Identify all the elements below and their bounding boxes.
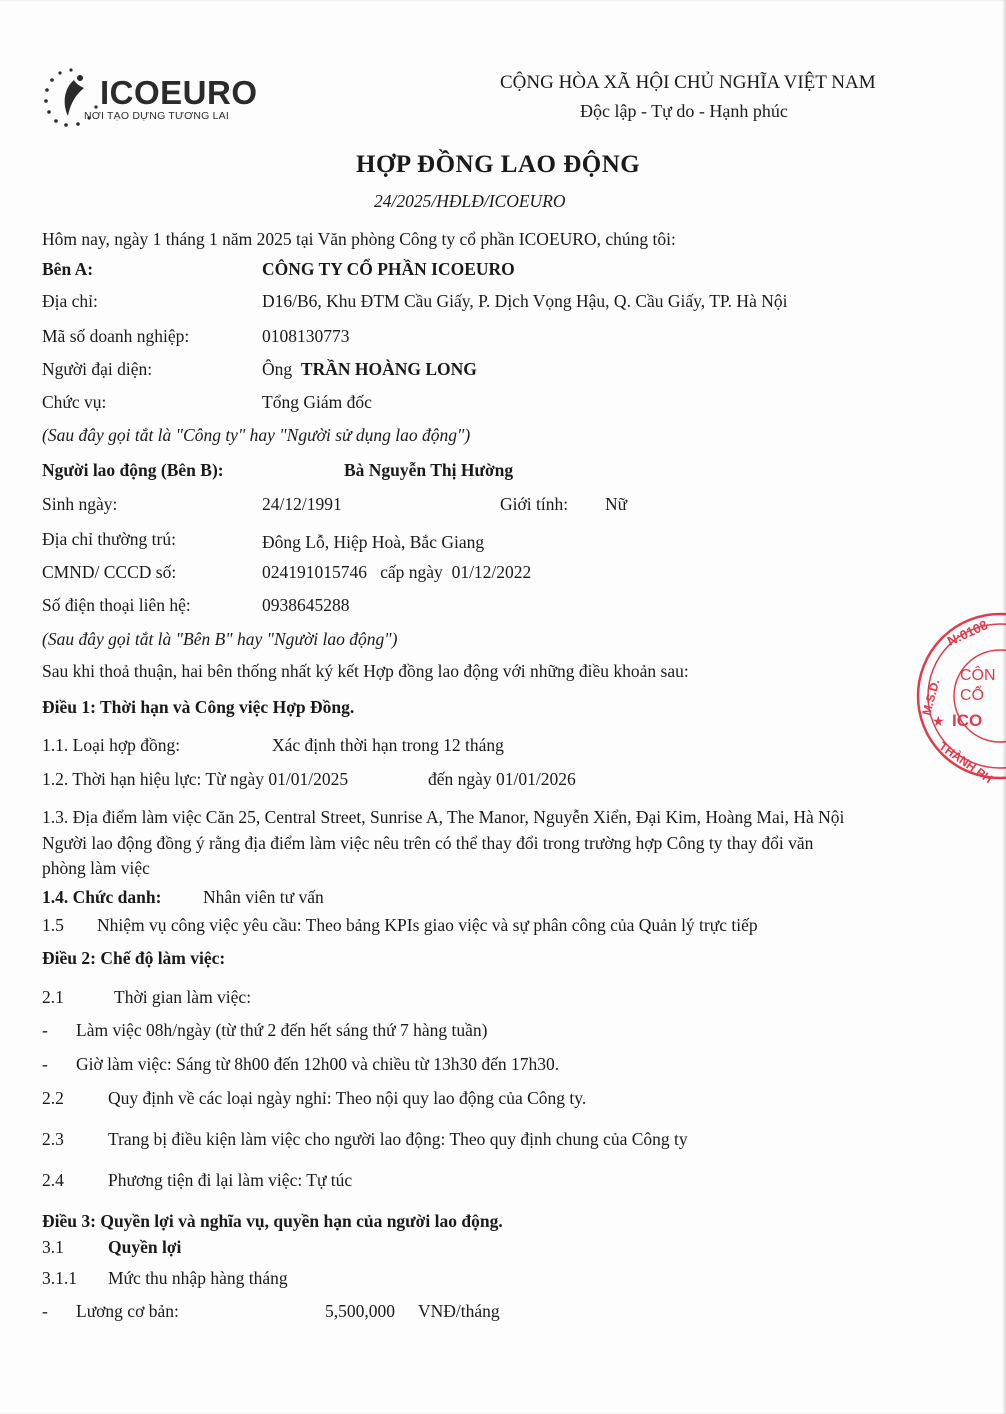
id-issued-label: cấp ngày xyxy=(380,562,443,582)
party-b-phone: 0938645288 xyxy=(262,595,350,615)
hours-1-dash: - xyxy=(42,1020,48,1040)
hours-number: 2.1 xyxy=(42,987,64,1007)
stamp-city-text: THÀNH PH xyxy=(936,738,996,787)
hours-1: Làm việc 08h/ngày (từ thứ 2 đến hết sáng thứ 7 hàng tuần) xyxy=(76,1020,488,1040)
id-number: 024191015746 xyxy=(262,562,367,582)
party-b-id-label: CMND/ CCCD số: xyxy=(42,562,177,582)
party-b-dob: 24/12/1991 xyxy=(262,494,342,514)
party-a-position: Tổng Giám đốc xyxy=(262,392,372,412)
party-b-name: Bà Nguyễn Thị Hường xyxy=(344,460,514,480)
hours-2: Giờ làm việc: Sáng từ 8h00 đến 12h00 và chiều từ 13h30 đến 17h30. xyxy=(76,1054,560,1074)
work-location: 1.3. Địa điểm làm việc Căn 25, Central Street, Sunrise A, The Manor, Nguyễn Xiển, Đại Kim, Hoàng Mai, Hà Nội xyxy=(42,807,845,827)
duty-text: Nhiệm vụ công việc yêu cầu: Theo bảng KPIs giao việc và sự phân công của Quản lý trực tiếp xyxy=(97,915,758,935)
article-3-heading: Điều 3: Quyền lợi và nghĩa vụ, quyền hạn của người lao động. xyxy=(42,1211,503,1231)
party-b-gender: Nữ xyxy=(605,494,628,514)
stamp-star-icon: ★ xyxy=(932,713,945,729)
article-1-heading: Điều 1: Thời hạn và Công việc Hợp Đồng. xyxy=(42,697,355,717)
stamp-line-1: CÔN xyxy=(960,667,996,684)
party-b-phone-label: Số điện thoại liên hệ: xyxy=(42,595,191,615)
party-a-rep-label: Người đại diện: xyxy=(42,359,153,379)
logo-tagline: NƠI TẠO DỰNG TƯƠNG LAI xyxy=(84,110,229,122)
rep-prefix: Ông xyxy=(262,359,293,379)
party-a-tax: 0108130773 xyxy=(262,326,350,346)
nation-motto: Độc lập - Tự do - Hạnh phúc xyxy=(580,101,788,121)
company-stamp xyxy=(908,608,1006,788)
article-2-heading: Điều 2: Chế độ làm việc: xyxy=(42,948,226,968)
work-location-note-2: phòng làm việc xyxy=(42,858,150,878)
equip-number: 2.3 xyxy=(42,1129,64,1149)
stamp-line-3: ICO xyxy=(952,711,983,730)
party-b-id xyxy=(262,561,531,583)
hours-2-dash: - xyxy=(42,1054,48,1074)
logo-wordmark: ICOEURO xyxy=(100,74,258,111)
transport-text: Phương tiện đi lại làm việc: Tự túc xyxy=(108,1170,353,1190)
income-number: 3.1.1 xyxy=(42,1268,77,1288)
equip-text: Trang bị điều kiện làm việc cho người lao động: Theo quy định chung của Công ty xyxy=(108,1129,688,1149)
party-a-note: (Sau đây gọi tắt là "Công ty" hay "Người sử dụng lao động") xyxy=(42,425,471,445)
contract-number: 24/2025/HĐLĐ/ICOEURO xyxy=(374,191,566,211)
contract-type: Xác định thời hạn trong 12 tháng xyxy=(272,735,504,755)
company-logo xyxy=(40,66,280,136)
job-title-label: 1.4. Chức danh: xyxy=(42,887,162,907)
nation-title: CỘNG HÒA XÃ HỘI CHỦ NGHĨA VIỆT NAM xyxy=(500,72,876,93)
party-a-tax-label: Mã số doanh nghiệp: xyxy=(42,326,190,346)
salary-label: Lương cơ bản: xyxy=(76,1301,179,1321)
stamp-line-2: CỔ xyxy=(960,687,984,704)
duty-number: 1.5 xyxy=(42,915,64,935)
transport-number: 2.4 xyxy=(42,1170,64,1190)
contract-term-end: đến ngày 01/01/2026 xyxy=(428,769,576,789)
hours-label: Thời gian làm việc: xyxy=(114,987,252,1007)
party-b-address: Đông Lỗ, Hiệp Hoà, Bắc Giang xyxy=(262,532,485,552)
intro-text: Hôm nay, ngày 1 tháng 1 năm 2025 tại Văn phòng Công ty cổ phần ICOEURO, chúng tôi: xyxy=(42,229,676,249)
job-title: Nhân viên tư vấn xyxy=(203,887,324,907)
party-b-note: (Sau đây gọi tắt là "Bên B" hay "Người lao động") xyxy=(42,629,398,649)
rights-number: 3.1 xyxy=(42,1237,64,1257)
party-b-address-label: Địa chỉ thường trú: xyxy=(42,529,176,549)
party-b-dob-label: Sinh ngày: xyxy=(42,494,118,514)
leave-number: 2.2 xyxy=(42,1088,64,1108)
contract-term-start: 1.2. Thời hạn hiệu lực: Từ ngày 01/01/2025 xyxy=(42,769,349,789)
leave-text: Quy định về các loại ngày nghỉ: Theo nội quy lao động của Công ty. xyxy=(108,1088,587,1108)
party-a-name: CÔNG TY CỔ PHẦN ICOEURO xyxy=(262,259,515,279)
party-a-address: D16/B6, Khu ĐTM Cầu Giấy, P. Dịch Vọng Hậu, Q. Cầu Giấy, TP. Hà Nội xyxy=(262,291,788,311)
party-b-gender-label: Giới tính: xyxy=(500,494,569,514)
id-issued-date: 01/12/2022 xyxy=(451,562,532,582)
agreement-text: Sau khi thoả thuận, hai bên thống nhất ký kết Hợp đồng lao động với những điều khoản sau: xyxy=(42,661,689,681)
salary-unit: VNĐ/tháng xyxy=(418,1301,500,1321)
contract-title: HỢP ĐỒNG LAO ĐỘNG xyxy=(356,151,641,178)
party-a-rep xyxy=(262,358,477,380)
party-b-label: Người lao động (Bên B): xyxy=(42,460,224,480)
rights-label: Quyền lợi xyxy=(108,1237,182,1257)
stamp-seal-icon xyxy=(908,608,1006,788)
salary-amount: 5,500,000 xyxy=(325,1301,395,1321)
work-location-note-1: Người lao động đồng ý rằng địa điểm làm việc nêu trên có thể thay đổi trong trường hợp Công ty thay đổi văn xyxy=(42,833,814,853)
rep-name: TRẦN HOÀNG LONG xyxy=(300,359,477,379)
salary-dash: - xyxy=(42,1301,48,1321)
contract-type-label: 1.1. Loại hợp đồng: xyxy=(42,735,181,755)
party-a-label: Bên A: xyxy=(42,259,94,279)
party-a-address-label: Địa chỉ: xyxy=(42,291,98,311)
stamp-tax-text: N:0108 xyxy=(944,617,990,649)
stamp-msd-text: M.S.D. xyxy=(919,677,943,717)
income-label: Mức thu nhập hàng tháng xyxy=(108,1268,288,1288)
party-a-position-label: Chức vụ: xyxy=(42,392,107,412)
